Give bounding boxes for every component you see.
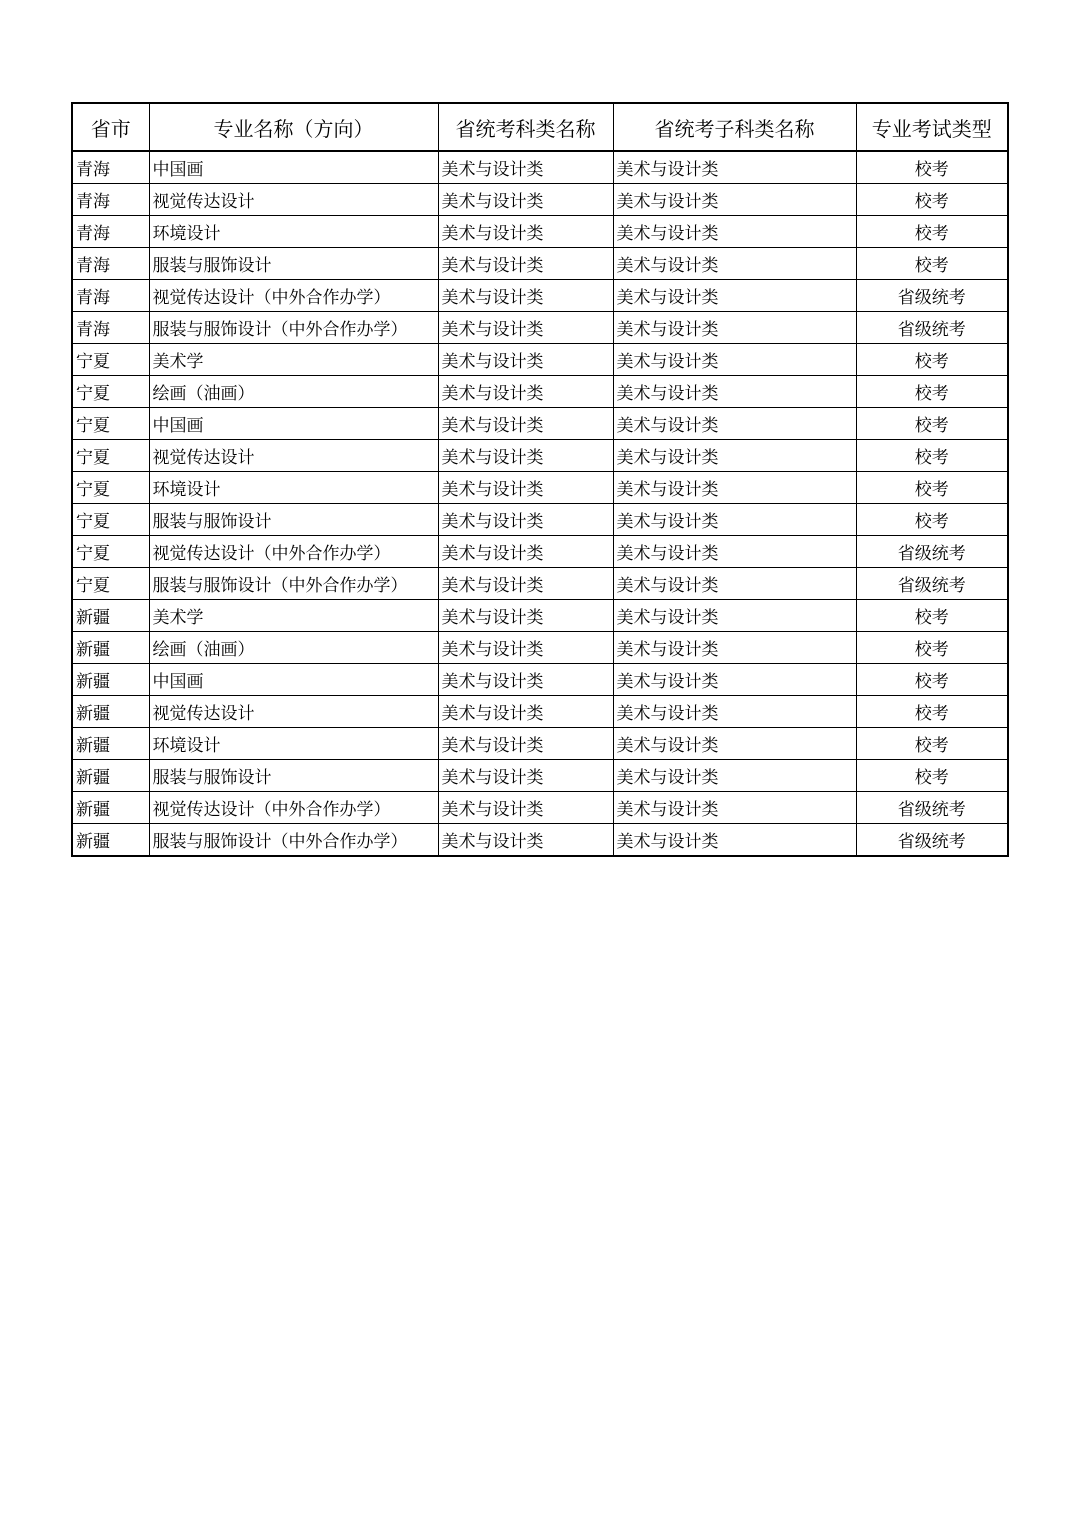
table-row: [72, 504, 1008, 536]
cell-major: 服装与服饰设计（中外合作办学）: [149, 312, 438, 344]
cell-subcategory: 美术与设计类: [613, 824, 856, 857]
cell-category: 美术与设计类: [438, 792, 613, 824]
cell-subcategory: 美术与设计类: [613, 696, 856, 728]
cell-major: 环境设计: [149, 216, 438, 248]
table-row: [72, 696, 1008, 728]
cell-subcategory: 美术与设计类: [613, 600, 856, 632]
cell-subcategory: 美术与设计类: [613, 760, 856, 792]
cell-province: 新疆: [72, 792, 149, 824]
cell-subcategory: 美术与设计类: [613, 376, 856, 408]
cell-exam-type: 省级统考: [856, 568, 1008, 600]
cell-major: 绘画（油画）: [149, 376, 438, 408]
cell-subcategory: 美术与设计类: [613, 568, 856, 600]
cell-major: 视觉传达设计（中外合作办学）: [149, 792, 438, 824]
cell-major: 美术学: [149, 600, 438, 632]
cell-category: 美术与设计类: [438, 632, 613, 664]
cell-exam-type: 校考: [856, 664, 1008, 696]
cell-exam-type: 校考: [856, 760, 1008, 792]
table-row: [72, 312, 1008, 344]
cell-exam-type: 校考: [856, 600, 1008, 632]
cell-province: 宁夏: [72, 504, 149, 536]
cell-major: 中国画: [149, 408, 438, 440]
cell-subcategory: 美术与设计类: [613, 664, 856, 696]
cell-exam-type: 省级统考: [856, 792, 1008, 824]
cell-province: 青海: [72, 184, 149, 216]
cell-exam-type: 校考: [856, 728, 1008, 760]
cell-category: 美术与设计类: [438, 600, 613, 632]
cell-major: 视觉传达设计: [149, 184, 438, 216]
table-row: [72, 151, 1008, 184]
cell-province: 宁夏: [72, 376, 149, 408]
cell-subcategory: 美术与设计类: [613, 472, 856, 504]
table-header-row: [72, 103, 1008, 151]
cell-subcategory: 美术与设计类: [613, 248, 856, 280]
cell-exam-type: 校考: [856, 472, 1008, 504]
cell-category: 美术与设计类: [438, 312, 613, 344]
cell-province: 青海: [72, 312, 149, 344]
cell-province: 青海: [72, 151, 149, 184]
cell-major: 服装与服饰设计: [149, 760, 438, 792]
cell-major: 视觉传达设计（中外合作办学）: [149, 536, 438, 568]
cell-exam-type: 省级统考: [856, 280, 1008, 312]
cell-province: 宁夏: [72, 440, 149, 472]
cell-province: 新疆: [72, 760, 149, 792]
cell-subcategory: 美术与设计类: [613, 344, 856, 376]
cell-exam-type: 校考: [856, 696, 1008, 728]
cell-category: 美术与设计类: [438, 216, 613, 248]
cell-category: 美术与设计类: [438, 536, 613, 568]
cell-major: 绘画（油画）: [149, 632, 438, 664]
cell-subcategory: 美术与设计类: [613, 728, 856, 760]
cell-major: 视觉传达设计: [149, 440, 438, 472]
table-row: [72, 408, 1008, 440]
cell-province: 新疆: [72, 824, 149, 857]
header-province: 省市: [72, 103, 149, 151]
cell-province: 宁夏: [72, 408, 149, 440]
cell-province: 新疆: [72, 632, 149, 664]
cell-subcategory: 美术与设计类: [613, 440, 856, 472]
cell-category: 美术与设计类: [438, 344, 613, 376]
cell-subcategory: 美术与设计类: [613, 632, 856, 664]
cell-major: 美术学: [149, 344, 438, 376]
table-row: [72, 792, 1008, 824]
cell-category: 美术与设计类: [438, 408, 613, 440]
cell-subcategory: 美术与设计类: [613, 408, 856, 440]
table-row: [72, 248, 1008, 280]
table-row: [72, 568, 1008, 600]
cell-exam-type: 校考: [856, 216, 1008, 248]
cell-major: 中国画: [149, 151, 438, 184]
cell-category: 美术与设计类: [438, 824, 613, 857]
cell-province: 宁夏: [72, 568, 149, 600]
table-row: [72, 600, 1008, 632]
table-body: [72, 151, 1008, 856]
cell-province: 新疆: [72, 696, 149, 728]
cell-exam-type: 省级统考: [856, 312, 1008, 344]
cell-exam-type: 校考: [856, 248, 1008, 280]
table-row: [72, 824, 1008, 857]
cell-major: 服装与服饰设计: [149, 504, 438, 536]
cell-province: 宁夏: [72, 472, 149, 504]
cell-category: 美术与设计类: [438, 280, 613, 312]
cell-category: 美术与设计类: [438, 504, 613, 536]
table-row: [72, 760, 1008, 792]
table-row: [72, 280, 1008, 312]
cell-province: 青海: [72, 280, 149, 312]
cell-category: 美术与设计类: [438, 568, 613, 600]
cell-exam-type: 省级统考: [856, 536, 1008, 568]
cell-major: 视觉传达设计（中外合作办学）: [149, 280, 438, 312]
cell-province: 宁夏: [72, 344, 149, 376]
cell-category: 美术与设计类: [438, 664, 613, 696]
table-row: [72, 728, 1008, 760]
table-row: [72, 376, 1008, 408]
cell-subcategory: 美术与设计类: [613, 312, 856, 344]
cell-category: 美术与设计类: [438, 376, 613, 408]
table-row: [72, 664, 1008, 696]
cell-category: 美术与设计类: [438, 472, 613, 504]
table-row: [72, 184, 1008, 216]
table-row: [72, 440, 1008, 472]
cell-province: 青海: [72, 216, 149, 248]
cell-subcategory: 美术与设计类: [613, 151, 856, 184]
cell-category: 美术与设计类: [438, 440, 613, 472]
cell-subcategory: 美术与设计类: [613, 216, 856, 248]
cell-subcategory: 美术与设计类: [613, 536, 856, 568]
cell-major: 服装与服饰设计（中外合作办学）: [149, 824, 438, 857]
cell-province: 宁夏: [72, 536, 149, 568]
cell-province: 青海: [72, 248, 149, 280]
cell-major: 服装与服饰设计: [149, 248, 438, 280]
cell-major: 中国画: [149, 664, 438, 696]
header-subcategory: 省统考子科类名称: [613, 103, 856, 151]
cell-exam-type: 校考: [856, 184, 1008, 216]
cell-major: 环境设计: [149, 472, 438, 504]
cell-subcategory: 美术与设计类: [613, 184, 856, 216]
table-row: [72, 632, 1008, 664]
cell-subcategory: 美术与设计类: [613, 504, 856, 536]
cell-exam-type: 省级统考: [856, 824, 1008, 857]
table-row: [72, 536, 1008, 568]
cell-category: 美术与设计类: [438, 151, 613, 184]
cell-major: 服装与服饰设计（中外合作办学）: [149, 568, 438, 600]
cell-exam-type: 校考: [856, 376, 1008, 408]
cell-province: 新疆: [72, 728, 149, 760]
major-exam-table: [71, 102, 1009, 857]
cell-major: 环境设计: [149, 728, 438, 760]
table-row: [72, 216, 1008, 248]
table-row: [72, 344, 1008, 376]
cell-exam-type: 校考: [856, 440, 1008, 472]
cell-province: 新疆: [72, 600, 149, 632]
header-exam-type: 专业考试类型: [856, 103, 1008, 151]
cell-subcategory: 美术与设计类: [613, 280, 856, 312]
cell-major: 视觉传达设计: [149, 696, 438, 728]
cell-exam-type: 校考: [856, 408, 1008, 440]
cell-exam-type: 校考: [856, 632, 1008, 664]
header-major: 专业名称（方向）: [149, 103, 438, 151]
cell-category: 美术与设计类: [438, 728, 613, 760]
cell-exam-type: 校考: [856, 344, 1008, 376]
cell-subcategory: 美术与设计类: [613, 792, 856, 824]
cell-province: 新疆: [72, 664, 149, 696]
cell-category: 美术与设计类: [438, 696, 613, 728]
cell-category: 美术与设计类: [438, 184, 613, 216]
cell-category: 美术与设计类: [438, 248, 613, 280]
cell-exam-type: 校考: [856, 151, 1008, 184]
cell-exam-type: 校考: [856, 504, 1008, 536]
table-row: [72, 472, 1008, 504]
cell-category: 美术与设计类: [438, 760, 613, 792]
header-category: 省统考科类名称: [438, 103, 613, 151]
